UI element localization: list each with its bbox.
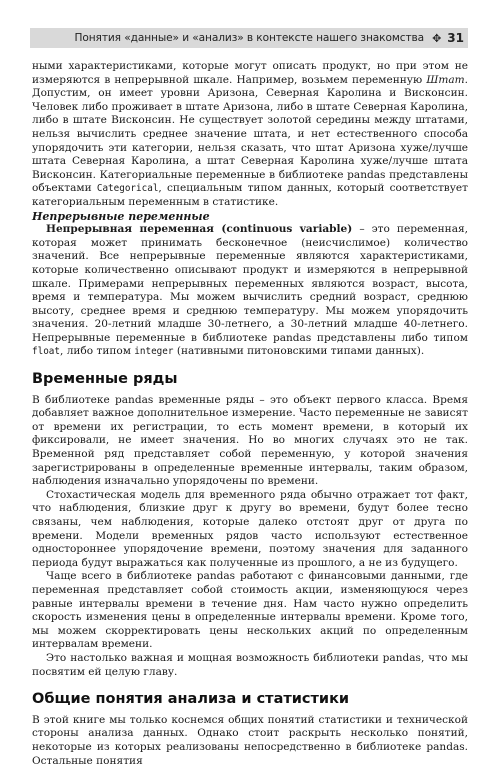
page-body	[32, 60, 468, 768]
heading-time-series: Временные ряды	[32, 371, 178, 388]
code-categorical: Categorical	[96, 183, 159, 195]
code-integer: integer	[134, 346, 174, 358]
text-fragment: – это переменная, которая может принимать бесконечное (неисчислимое) количество значений. Все непрерывные переменные являются характеристиками, которые количественно описывают продукт и измеряются в непрерывной шкале. Примерами непрерывных переменных являются возраст, высота, время и температура. Мы можем вычислить средний возраст, среднюю высоту, среднее время и среднюю температуру. Мы можем упорядочить значения. 20-летний младше 30-летнего, а 30-летний младше 40-летнего. Непрерывные переменные в библиотеке pandas представлены либо типом	[32, 223, 468, 344]
text-fragment: , либо типом	[60, 345, 135, 358]
paragraph-time-series-2: Стохастическая модель для временного ряда обычно отражает тот факт, что наблюдения, близкие друг к другу во времени, будут более тесно связаны, чем наблюдения, которые далеко отстоят друг от друга по времени. Модели временных рядов часто используют естественное одностороннее упорядочение времени, поэтому значения для заданного периода будут выражаться как полученные из прошлого, а не из будущего.	[32, 488, 468, 569]
variable-name: Штат	[426, 73, 465, 86]
text-fragment: . Допустим, он имеет уровни Аризона, Северная Каролина и Висконсин. Человек либо проживает в штате Аризона, либо в штате Северная Каролина, либо в штате Висконсин. Не существует золотой середины между штатами, нельзя вычислить среднее значение штата, и нет естественного способа упорядочить эти категории, нельзя сказать, что штат Аризона хуже/лучше штата Северная Каролина, а штат Северная Каролина хуже/лучше штата Висконсин. Категориальные переменные в библиотеке pandas представлены объектами	[32, 73, 468, 195]
paragraph-time-series-1: В библиотеке pandas временные ряды – это объект первого класса. Время добавляет важное дополнительное измерение. Часто переменные не зависят от времени их регистрации, то есть момент времени, в который их фиксировали, не имеет значения. Но во многих случаях это не так. Временной ряд представляет собой переменную, у которой значения зарегистрированы в определенные временные интервалы, таким образом, наблюдения изначально упорядочены по времени.	[32, 393, 468, 488]
term-continuous-variable: Непрерывная переменная (continuous variable)	[46, 223, 353, 236]
paragraph-time-series-4: Это настолько важная и мощная возможность библиотеки pandas, что мы посвятим ей целую главу.	[32, 651, 468, 678]
paragraph-general-concepts: В этой книге мы только коснемся общих понятий статистики и технической стороны анализа данных. Однако стоит раскрыть несколько понятий, некоторые из которых реализованы непосредственно в библиотеке pandas. Остальные понятия	[32, 713, 468, 767]
text-fragment: (нативными питоновскими типами данных).	[173, 345, 425, 358]
paragraph-continuous	[32, 223, 468, 359]
paragraph-time-series-3: Чаще всего в библиотеке pandas работают с финансовыми данными, где переменная представляет собой стоимость акции, изменяющуюся через равные интервалы времени в течение дня. Нам часто нужно определить скорость изменения цены в определенные интервалы времени. Кроме того, мы можем скорректировать цены нескольких акций по определенным интервалам времени.	[32, 570, 468, 651]
text-fragment: , специальным типом данных, который соответствует категориальным переменным в статистике.	[32, 182, 468, 208]
running-header	[30, 28, 468, 48]
heading-general-concepts: Общие понятия анализа и статистики	[32, 691, 350, 708]
subheading-continuous: Непрерывные переменные	[32, 209, 210, 223]
four-petal-ornament-icon: ✥	[432, 31, 442, 45]
code-float: float	[32, 346, 60, 358]
page-number: 31	[447, 31, 464, 45]
text-fragment: ными характеристиками, которые могут описать продукт, но при этом не измеряются в непрерывной шкале. Например, возьмем переменную	[32, 60, 468, 86]
paragraph-categorical	[32, 60, 468, 210]
running-header-title: Понятия «данные» и «анализ» в контексте нашего знакомства	[74, 32, 425, 44]
